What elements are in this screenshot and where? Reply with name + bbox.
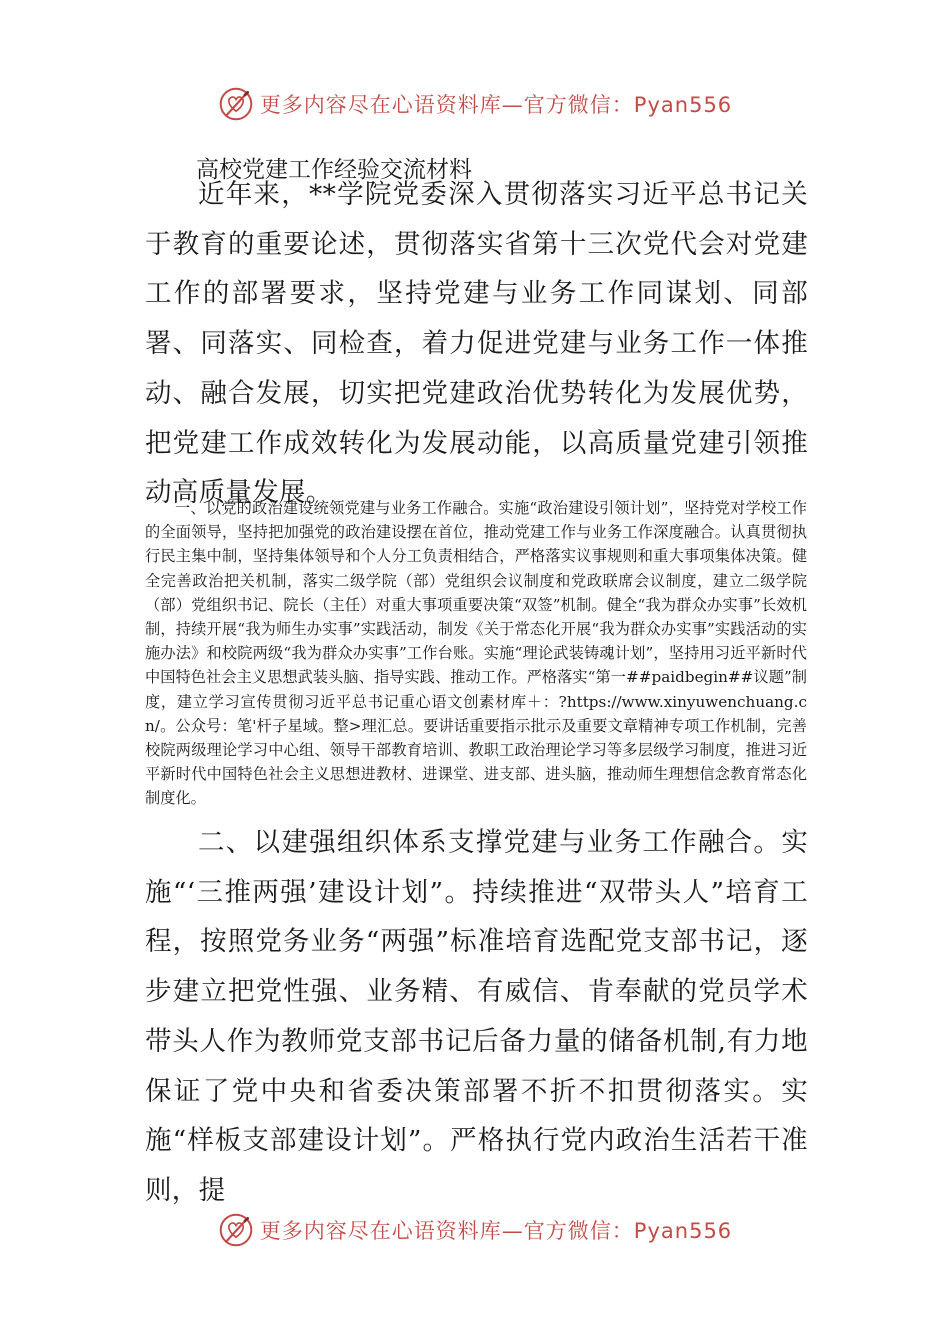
banner-text: 更多内容尽在心语资料库—官方微信：Pyan556: [259, 93, 733, 117]
section-one-paragraph: 一、以党的政治建设统领党建与业务工作融合。实施“政治建设引领计划”，坚持党对学校工作的全面领导，坚持把加强党的政治建设摆在首位，推动党建工作与业务工作深度融合。认真贯彻执行民主集中制，坚持集体领导和个人分工负责相结合，严格落实议事规则和重大事项集体决策。健全完善政治把关机制，落实二级学院（部）党组织会议制度和党政联席会议制度，建立二级学院（部）党组织书记、院长（主任）对重大事项重要决策“双签”机制。健全“我为群众办实事”长效机制，持续开展“我为师生办实事”实践活动，制发《关于常态化开展“我为群众办实事”实践活动的实施办法》和校院两级“我为群众办实事”工作台账。实施“理论武装铸魂计划”，坚持用习近平新时代中国特色社会主义思想武装头脑、指导实践、推动工作。严格落实“第一##paidbegin##议题”制度，建立学习宣传贯彻习近平总书记重心语文创素材库＋：?https://www.xinyuwenchuang.cn/。公众号：笔'杆子星域。整>理汇总。要讲话重要指示批示及重要文章精神专项工作机制，完善校院两级理论学习中心组、领导干部教育培训、教职工政治理论学习等多层级学习制度，推进习近平新时代中国特色社会主义思想进教材、进课堂、进支部、进头脑，推动师生理想信念教育常态化制度化。: [145, 499, 807, 808]
header-banner: [0, 80, 950, 128]
document-title: 高校党建工作经验交流材料: [196, 157, 472, 183]
pen-heart-logo-icon: [218, 86, 254, 122]
intro-paragraph: 近年来，**学院党委深入贯彻落实习近平总书记关于教育的重要论述，贯彻落实省第十三次党代会对党建工作的部署要求，坚持党建与业务工作同谋划、同部署、同落实、同检查，着力促进党建与业务工作一体推动、融合发展，切实把党建政治优势转化为发展优势，把党建工作成效转化为发展动能，以高质量党建引领推动高质量发展。: [145, 179, 808, 509]
pen-heart-logo-icon: [218, 1212, 254, 1248]
banner-text: 更多内容尽在心语资料库—官方微信：Pyan556: [259, 1219, 733, 1243]
section-two-paragraph: 二、以建强组织体系支撑党建与业务工作融合。实施“‘三推两强’建设计划”。持续推进“双带头人”培育工程，按照党务业务“两强”标准培育选配党支部书记，逐步建立把党性强、业务精、有威信、肯奉献的党员学术带头人作为教师党支部书记后备力量的储备机制,有力地保证了党中央和省委决策部署不折不扣贯彻落实。实施“样板支部建设计划”。严格执行党内政治生活若干准则，提: [145, 827, 808, 1206]
footer-banner: [0, 1206, 950, 1254]
